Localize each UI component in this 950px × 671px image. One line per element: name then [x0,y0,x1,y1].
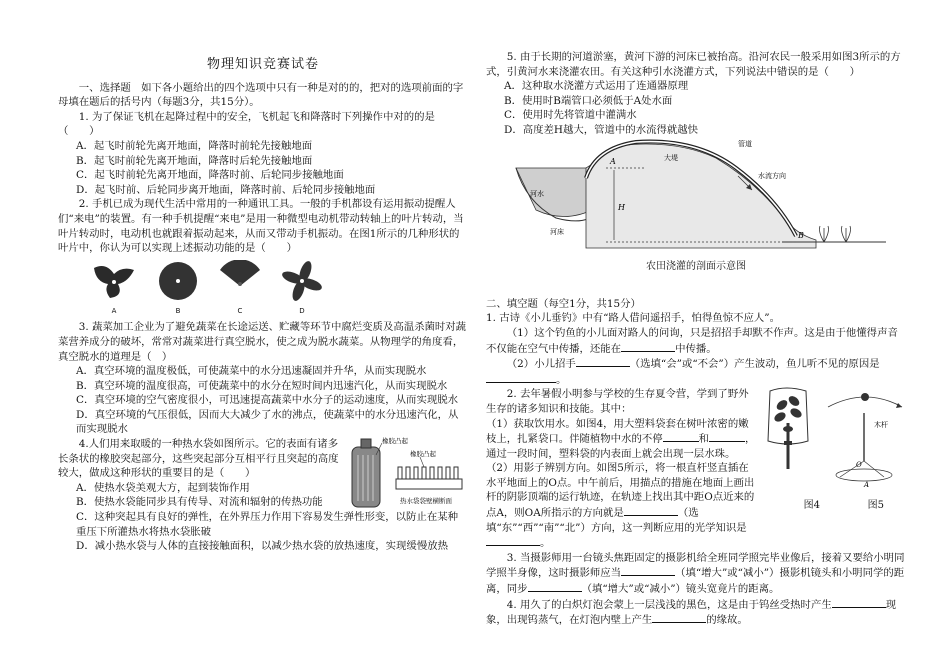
section2-header: 二、填空题（每空1分，共15分） [486,297,641,310]
q3-stem: 3. 蔬菜加工企业为了避免蔬菜在长途运送、贮藏等环节中腐烂变质及高温杀菌时对蔬菜营养成分的破坏，常常对蔬菜进行真空脱水，使之成为脱水蔬菜。从物理学的角度看，真空脱水的道理是（ ） [58,321,467,363]
q4-stem: 4.人们用来取暖的一种热水袋如图所示。它的表面有诸多长条状的橡胶突起部分，这些突起部分互相平行且突起的高度较大，做成这种形状的重要目的是（ ） [58,438,339,480]
fig1-label-b: B [175,306,181,315]
fig1-label-d: D [299,306,305,315]
s2-q2-block [486,387,906,551]
s2-q2-sub2-wrap: （2）用影子辨别方向。如图5所示，将一根直杆竖直插在水平地面上的O点。中午前后，用描点的措施在地面上画出杆的阴影顶端的运行轨迹，在轨迹上找出其中距O点近来的点A，则OA所指示的方向就是 （选填“东”“西”“南”“北”）方向，这一判断应用的光学知识是。 [486,462,755,550]
fig4-caption: 图4 [803,500,820,512]
fig1-blades [88,260,468,319]
q4-block [58,437,468,554]
q5-option-d: D．高度差H越大，管道中的水流得就越快 [504,123,699,136]
label-flow: 水流方向 [758,171,786,180]
blade-a-icon [88,260,140,304]
q5-option-a: A．这种取水浇灌方式运用了连通器原理 [504,80,689,93]
label-river: 河水 [530,189,544,198]
fig1-label-a: A [111,306,117,315]
fig-label-cross-section: 热水袋袋壁横断面 [400,497,452,506]
fig-label-bump1: 橡胶凸起 [382,437,408,446]
fig5-o-label: O [856,461,862,470]
blank-medium[interactable] [621,341,675,352]
q1-option-a: A．起飞时前轮先离开地面，降落时前轮先接触地面 [76,139,313,152]
fig5-rod-label: 木杆 [874,421,888,430]
blank-wave[interactable] [576,356,630,367]
blade-c-icon [216,260,264,304]
q5-option-b: B．使用时B端管口必须低于A处水面 [504,94,673,107]
s2-q4: 4. 用久了的白炽灯泡会蒙上一层浅浅的黑色，这是由于钨丝受热时产生 现象，出现钨蒸气，在灯泡内壁上产生 的缘故。 [486,598,897,627]
blank-optics[interactable] [486,535,540,546]
q1-option-c: C．起飞时前轮先离开地面，降落时前、后轮同步接触地面 [76,169,344,182]
q3-option-d: D．真空环境的气压很低，因而大大减少了水的沸点，使蔬菜中的水分迅速汽化，从而实现脱水 [76,408,459,436]
blank-process1[interactable] [663,431,699,442]
s2-q2-sub2: （2）用影子辨别方向。如图5所示，将一根直杆竖直插在水平地面上的O点。中午前后，用描点的措施在地面上画出杆的阴影顶端的运行轨迹，在轨迹上找出其中距O点近来的点A，则OA所指示的方向就是 [486,462,755,520]
q5-stem: 5. 由于长期的河道淤塞，黄河下游的河床已被抬高。沿河农民一般采用如图3所示的方式，引黄河水来浇灌农田。有关这种引水浇灌方式，下列说法中错误的是（ ） [486,51,901,78]
label-b: B [798,230,804,240]
blank-process2[interactable] [709,431,745,442]
paper-title: 物理知识竞赛试卷 [206,57,319,72]
left-column [58,0,468,554]
section1-header: 一、选择题 如下各小题给出的四个选项中只有一种是对的的，把对的选项前面的字母填在题后的括号内（每题3分，共15分）。 [58,81,464,109]
crops-icon [820,226,851,242]
fig1-d [278,260,326,319]
q1-option-b: B．起飞时前轮先离开地面，降落时后轮先接触地面 [76,154,313,167]
fig5-a-label: A [864,481,870,490]
s2-q2-stem: 2. 去年暑假小明参与学校的生存夏令营，学到了野外生存的诸多知识和技能。其中： [486,388,749,415]
s2-q1-stem: 1. 古诗《小儿垂钓》中有“路人借问遥招手，怕得鱼惊不应人”。 [486,312,780,325]
s2-q3: 3. 当摄影师用一台镜头焦距固定的摄影机给全班同学照完毕业像后，接着又要给小明同学照半身像，这时摄影师应当 （填“增大”或“减小”）摄影机镜头和小明同学的距离，同步 （填“增大”或“减小”）镜头宽竟片的距离。 [486,551,905,596]
q4-option-d: D．减小热水袋与人体的直接接触面积，以减少热水袋的放热速度，实现缓慢放热 [76,540,448,553]
label-h: H [618,202,625,212]
hot-water-bag-figure [348,433,468,511]
q1-option-d: D．起飞时前、后轮同步离开地面，降落时前、后轮同步接触地面 [76,183,376,196]
label-dike: 大堤 [664,153,678,162]
irrigation-diagram [486,138,906,256]
q2-stem: 2. 手机已成为现代生活中常用的一种通讯工具。一般的手机都设有运用振动提醒人们“来电”的装置。有一种手机提醒“来电”是用一种微型电动机带动转轴上的叶片转动，当叶片转动时，电动机也就跟着振动起来，从而又带动手机振动。在图1所示的几种形状的叶片中，你认为可以实现上述振动功能的是（ ） [58,198,464,255]
fig1-b [154,260,202,319]
blank-direction[interactable] [624,505,678,516]
fig-label-bump2: 橡胶凸起 [410,450,436,459]
blank-lens[interactable] [528,581,582,592]
blank-phenomenon1[interactable] [832,597,886,608]
q4-option-a: A．使热水袋美观大方，起到装饰作用 [76,481,250,494]
label-pipe: 管道 [738,139,752,148]
s2-q2-sub1: （1）获取饮用水。如图4，用大塑料袋套在树叶浓密的嫩枝上，扎紧袋口。伴随植物中水的不停 和 ，通过一段时间，塑料袋的内表面上就会出现一层水珠。 [486,417,756,460]
fig4-fig5 [756,383,906,493]
right-column [486,50,906,628]
q4-option-c: C．这种突起具有良好的弹性，在外界压力作用下容易发生弹性形变，以防止在某种重压下所灌热水将热水袋胀破 [76,511,459,538]
q4-option-b: B．使热水袋能同步具有传导、对流和辐射的传热功能 [76,496,323,509]
s2-q1-sub1: （1）这个钓鱼的小儿面对路人的问询，只是招招手却默不作声。这是由于他懂得声音不仅能在空气中传播，还能在 中传播。 [486,326,898,355]
blank-distance[interactable] [621,565,675,576]
s2-q1-sub2: （2）小儿招手 （选填“会”或“不会”）产生波动，鱼儿听不见的原因是。 [486,356,906,387]
q3-option-a: A．真空环境的温度极低，可使蔬菜中的水分迅速凝固并升华，从而实现脱水 [76,365,427,378]
q3-option-b: B．真空环境的温度很高，可使蔬菜中的水分在短时间内迅速汽化，从而实现脱水 [76,379,448,392]
label-bed: 河床 [550,227,564,236]
blade-d-icon [278,260,326,304]
q1-stem: 1. 为了保证飞机在起降过程中的安全，飞机起飞和降落时下列操作中对的的是（ ） [58,110,435,138]
blade-b-icon [154,260,202,304]
fig1-label-c: C [237,306,243,315]
fig1-c [216,260,264,319]
blank-reason[interactable] [486,372,556,383]
q5-option-c: C．使用时先将管道中灌满水 [504,109,637,122]
blank-phenomenon2[interactable] [652,612,706,623]
q3-option-c: C．真空环境的空气密度很小，可迅速提高蔬菜中水分子的运动速度，从而实现脱水 [76,394,459,407]
fig1-a [88,260,140,319]
fig5-caption: 图5 [867,500,884,512]
label-a: A [610,156,616,166]
fig3-caption: 农田浇灌的剖面示意图 [646,261,746,273]
